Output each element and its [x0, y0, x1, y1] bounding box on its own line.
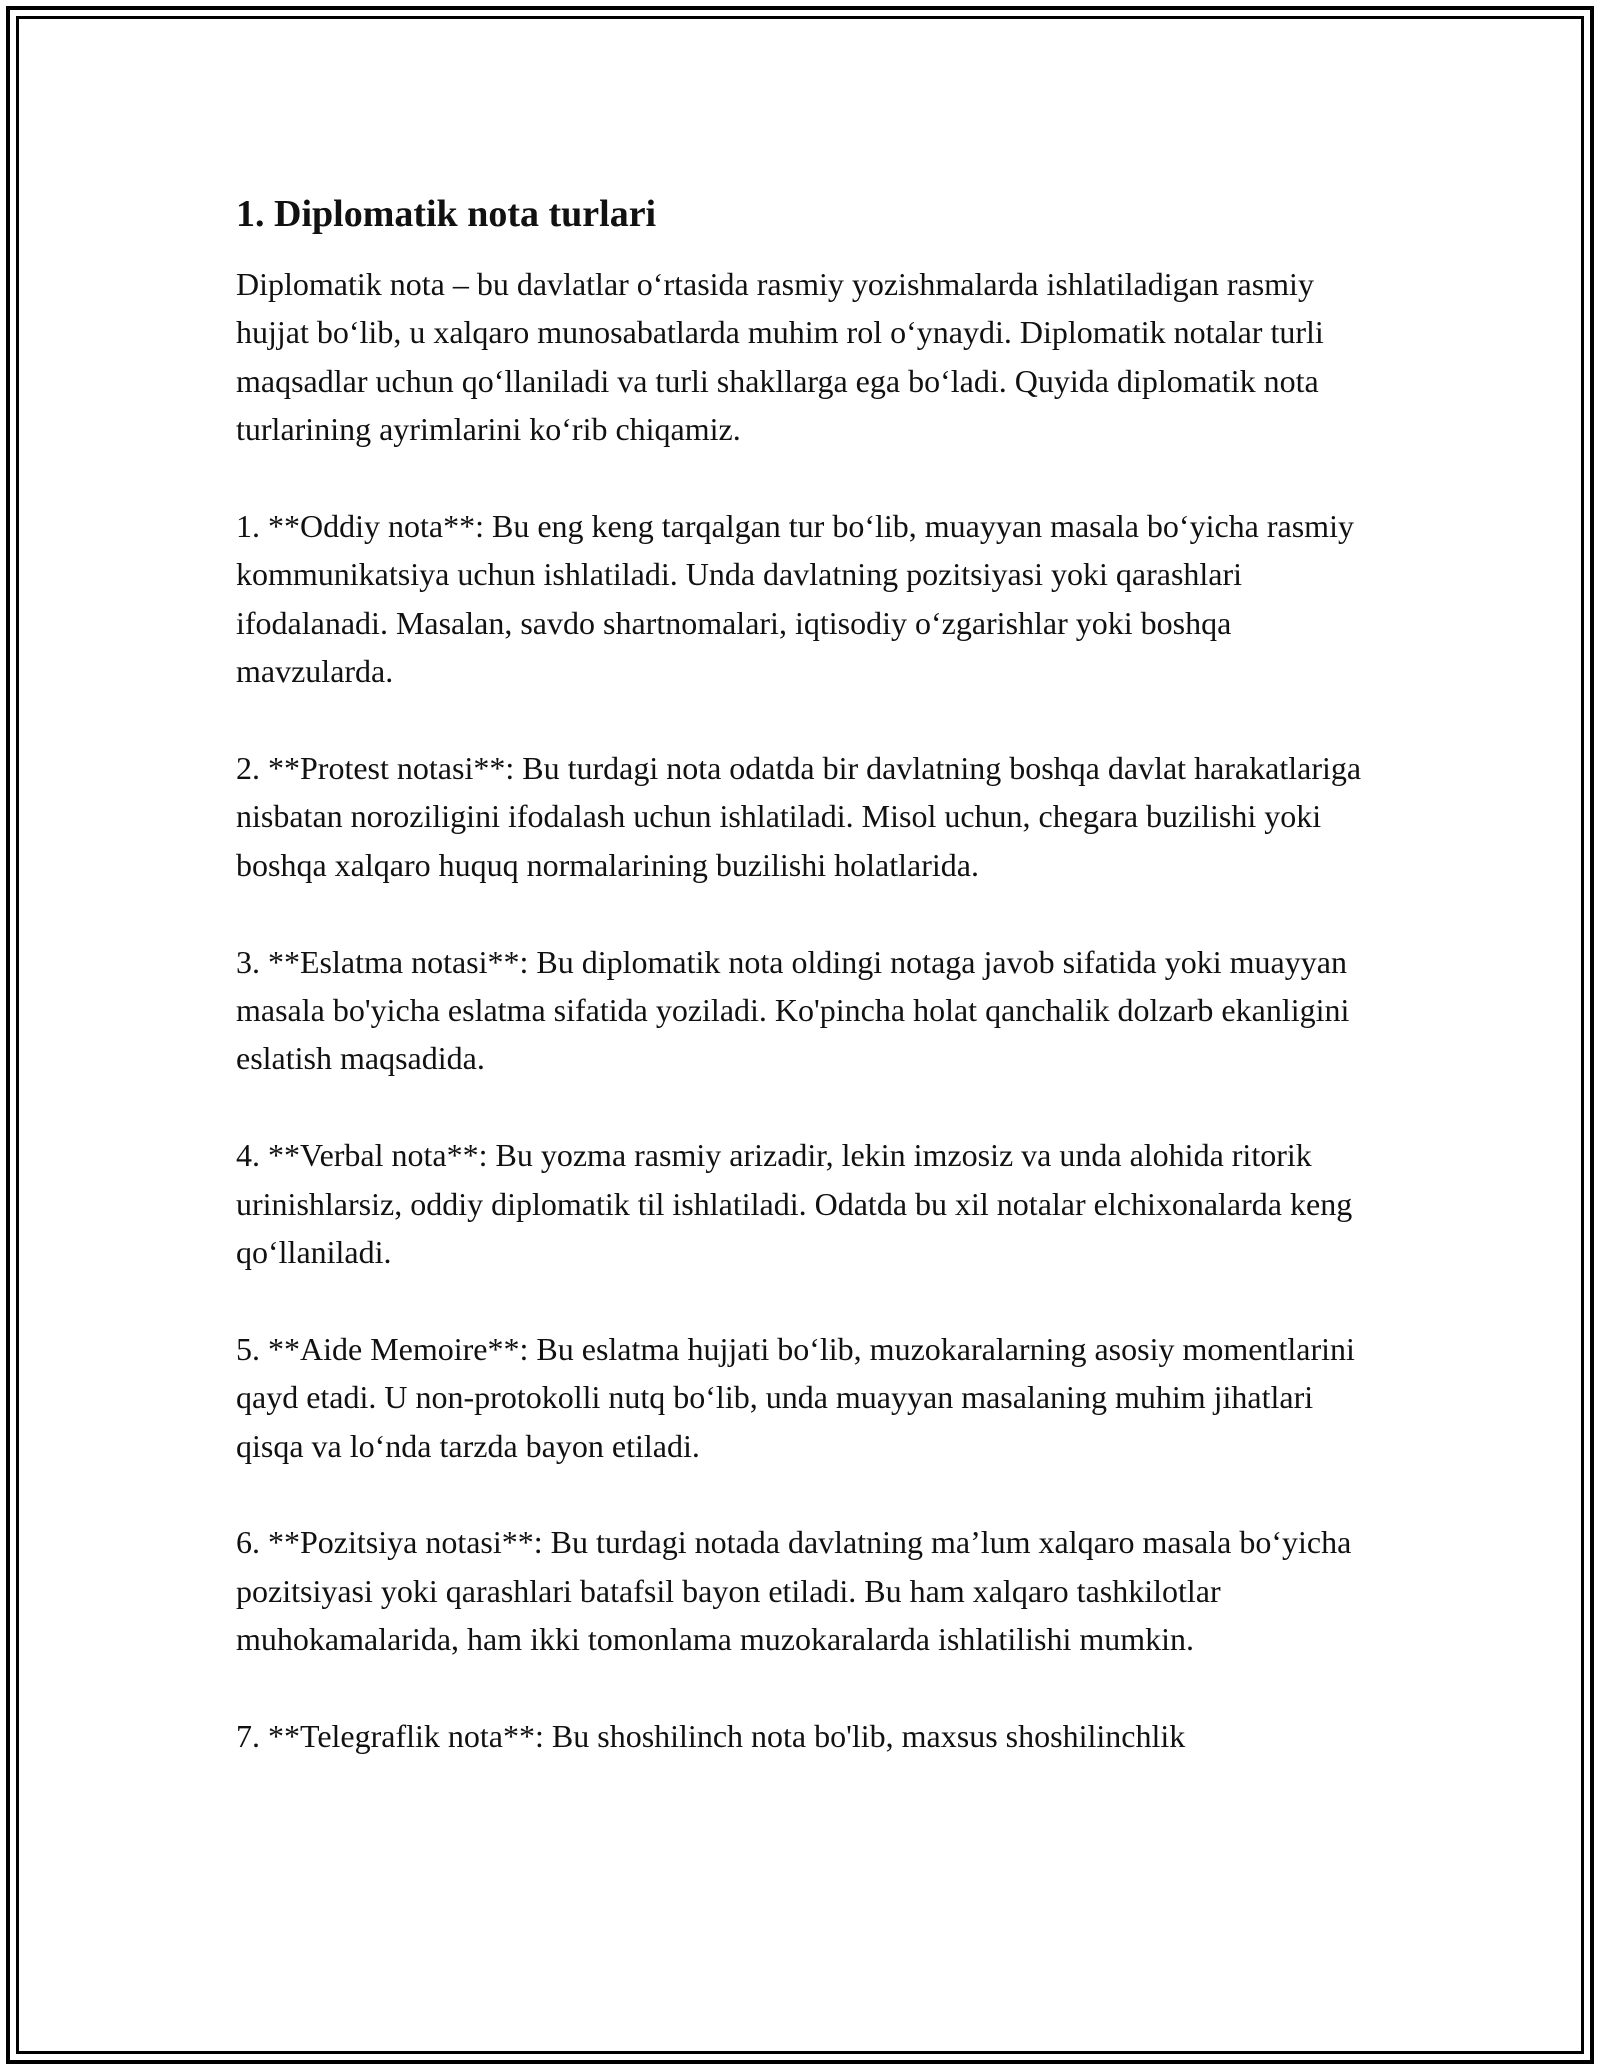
- paragraph-pozitsiya-notasi: 6. **Pozitsiya notasi**: Bu turdagi notada davlatning ma’lum xalqaro masala bo‘yicha pozitsiyasi yoki qarashlari batafsil bayon etiladi. Bu ham xalqaro tashkilotlar muhokamalarida, ham ikki tomonlama muzokaralarda ishlatilishi mumkin.: [236, 1524, 1352, 1658]
- intro-paragraph: Diplomatik nota – bu davlatlar o‘rtasida rasmiy yozishmalarda ishlatiladigan rasmiy hujjat bo‘lib, u xalqaro munosabatlarda muhim rol o‘ynaydi. Diplomatik notalar turli maqsadlar uchun qo‘llaniladi va turli shakllarga ega bo‘ladi. Quyida diplomatik nota turlarining ayrimlarini ko‘rib chiqamiz.: [236, 266, 1324, 448]
- document-body: [236, 188, 1376, 1809]
- document-title: 1. Diplomatik nota turlari: [236, 193, 657, 235]
- paragraph-telegraflik-nota: 7. **Telegraflik nota**: Bu shoshilinch nota bo'lib, maxsus shoshilinchlik: [236, 1718, 1186, 1755]
- paragraph-eslatma-notasi: 3. **Eslatma notasi**: Bu diplomatik nota oldingi notaga javob sifatida yoki muayyan masala bo'yicha eslatma sifatida yoziladi. Ko'pincha holat qanchalik dolzarb ekanligini eslatish maqsadida.: [236, 943, 1350, 1077]
- paragraph-verbal-nota: 4. **Verbal nota**: Bu yozma rasmiy arizadir, lekin imzosiz va unda alohida ritorik urinishlarsiz, oddiy diplomatik til ishlatiladi. Odatda bu xil notalar elchixonalarda keng qo‘llaniladi.: [236, 1137, 1353, 1271]
- paragraph-aide-memoire: 5. **Aide Memoire**: Bu eslatma hujjati bo‘lib, muzokaralarning asosiy momentlarini qayd etadi. U non-protokolli nutq bo‘lib, unda muayyan masalaning muhim jihatlari qisqa va lo‘nda tarzda bayon etiladi.: [236, 1330, 1355, 1464]
- paragraph-protest-notasi: 2. **Protest notasi**: Bu turdagi nota odatda bir davlatning boshqa davlat harakatlariga nisbatan noroziligini ifodalash uchun ishlatiladi. Misol uchun, chegara buzilishi yoki boshqa xalqaro huquq normalarining buzilishi holatlarida.: [236, 750, 1362, 883]
- paragraph-oddiy-nota: 1. **Oddiy nota**: Bu eng keng tarqalgan tur bo‘lib, muayyan masala bo‘yicha rasmiy kommunikatsiya uchun ishlatiladi. Unda davlatning pozitsiyasi yoki qarashlari ifodalanadi. Masalan, savdo shartnomalari, iqtisodiy o‘zgarishlar yoki boshqa mavzularda.: [236, 508, 1354, 690]
